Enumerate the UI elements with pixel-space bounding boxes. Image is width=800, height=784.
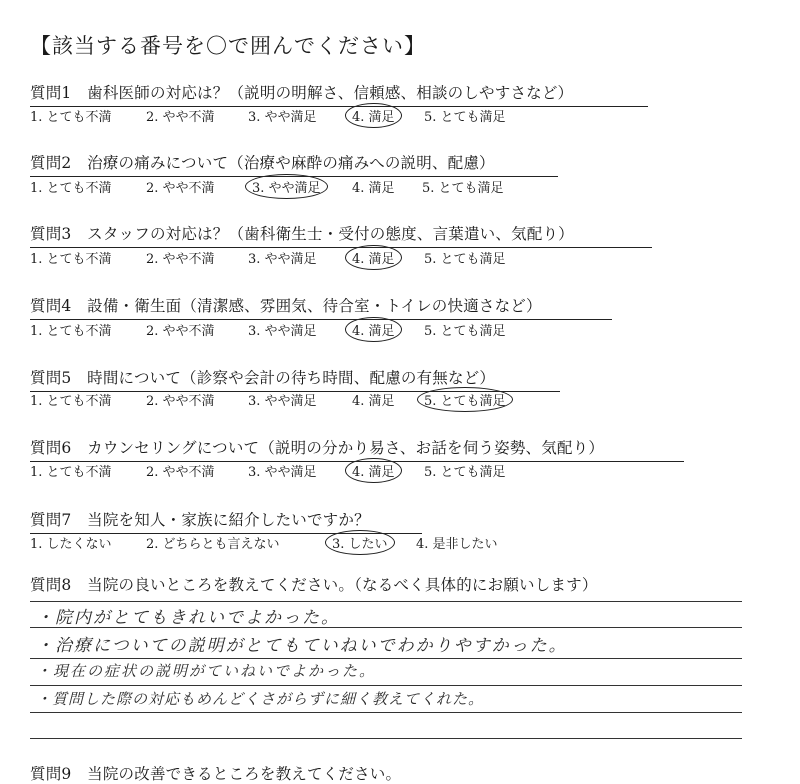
handwritten-answer-4: ・質問した際の対応もめんどくさがらずに細く教えてくれた。: [36, 690, 485, 708]
question-7-label: 質問7 当院を知人・家族に紹介したいですか？: [30, 508, 370, 530]
question-7-options: [30, 533, 770, 553]
option-5[interactable]: 5. とても満足: [424, 110, 506, 125]
option-3-selected[interactable]: 3. やや満足: [252, 177, 321, 196]
option-1[interactable]: 1. とても不満: [30, 110, 112, 125]
handwritten-answer-2: ・治療についての説明がとてもていねいでわかりやすかった。: [36, 636, 568, 656]
option-1[interactable]: 1. とても不満: [30, 465, 112, 480]
option-4[interactable]: 4. 是非したい: [416, 537, 498, 552]
question-6-label: 質問6 カウンセリングについて（説明の分かり易さ、お話を伺う姿勢、気配り）: [30, 436, 604, 458]
survey-title: 【該当する番号を〇で囲んでください】: [30, 34, 426, 58]
option-3[interactable]: 3. やや満足: [248, 252, 317, 267]
option-2[interactable]: 2. どちらとも言えない: [146, 537, 280, 552]
question-4-label: 質問4 設備・衛生面（清潔感、雰囲気、待合室・トイレの快適さなど）: [30, 294, 542, 316]
option-3-selected[interactable]: 3. したい: [332, 533, 388, 552]
question-3-options: [30, 248, 770, 268]
question-8-label: 質問8 当院の良いところを教えてください。（なるべく具体的にお願いします）: [30, 576, 598, 594]
option-3[interactable]: 3. やや満足: [248, 394, 317, 409]
option-2[interactable]: 2. やや不満: [146, 324, 215, 339]
option-4-selected[interactable]: 4. 満足: [352, 106, 395, 125]
option-2[interactable]: 2. やや不満: [146, 110, 215, 125]
handwritten-answer-3: ・現在の症状の説明がていねいでよかった。: [36, 662, 377, 680]
option-2[interactable]: 2. やや不満: [146, 252, 215, 267]
option-3[interactable]: 3. やや満足: [248, 465, 317, 480]
option-1[interactable]: 1. したくない: [30, 537, 112, 552]
option-2[interactable]: 2. やや不満: [146, 394, 215, 409]
option-4-selected[interactable]: 4. 満足: [352, 320, 395, 339]
option-3[interactable]: 3. やや満足: [248, 324, 317, 339]
question-1-options: [30, 106, 770, 126]
option-5[interactable]: 5. とても満足: [424, 465, 506, 480]
answer-line: [30, 658, 742, 659]
answer-line: [30, 601, 742, 602]
option-3[interactable]: 3. やや満足: [248, 110, 317, 125]
question-2-options: [30, 177, 770, 197]
question-5-options: [30, 390, 770, 410]
option-5-selected[interactable]: 5. とても満足: [424, 390, 506, 409]
question-2-label: 質問2 治療の痛みについて（治療や麻酔の痛みへの説明、配慮）: [30, 151, 495, 173]
handwritten-answer-1: ・院内がとてもきれいでよかった。: [36, 608, 340, 628]
option-4[interactable]: 4. 満足: [352, 394, 395, 409]
question-4-options: [30, 320, 770, 340]
option-4-selected[interactable]: 4. 満足: [352, 461, 395, 480]
option-4-selected[interactable]: 4. 満足: [352, 248, 395, 267]
question-6-options: [30, 461, 770, 481]
option-5[interactable]: 5. とても満足: [422, 181, 504, 196]
question-3-label: 質問3 スタッフの対応は？（歯科衛生士・受付の態度、言葉遣い、気配り）: [30, 222, 574, 244]
option-1[interactable]: 1. とても不満: [30, 181, 112, 196]
option-1[interactable]: 1. とても不満: [30, 324, 112, 339]
option-5[interactable]: 5. とても満足: [424, 252, 506, 267]
answer-line: [30, 738, 742, 739]
question-1-label: 質問1 歯科医師の対応は？（説明の明解さ、信頼感、相談のしやすさなど）: [30, 81, 573, 103]
option-1[interactable]: 1. とても不満: [30, 252, 112, 267]
option-2[interactable]: 2. やや不満: [146, 181, 215, 196]
answer-line: [30, 685, 742, 686]
question-9-label: 質問9 当院の改善できるところを教えてください。: [30, 765, 402, 783]
option-4[interactable]: 4. 満足: [352, 181, 395, 196]
option-2[interactable]: 2. やや不満: [146, 465, 215, 480]
option-1[interactable]: 1. とても不満: [30, 394, 112, 409]
option-5[interactable]: 5. とても満足: [424, 324, 506, 339]
question-5-label: 質問5 時間について（診察や会計の待ち時間、配慮の有無など）: [30, 366, 495, 388]
answer-line: [30, 712, 742, 713]
